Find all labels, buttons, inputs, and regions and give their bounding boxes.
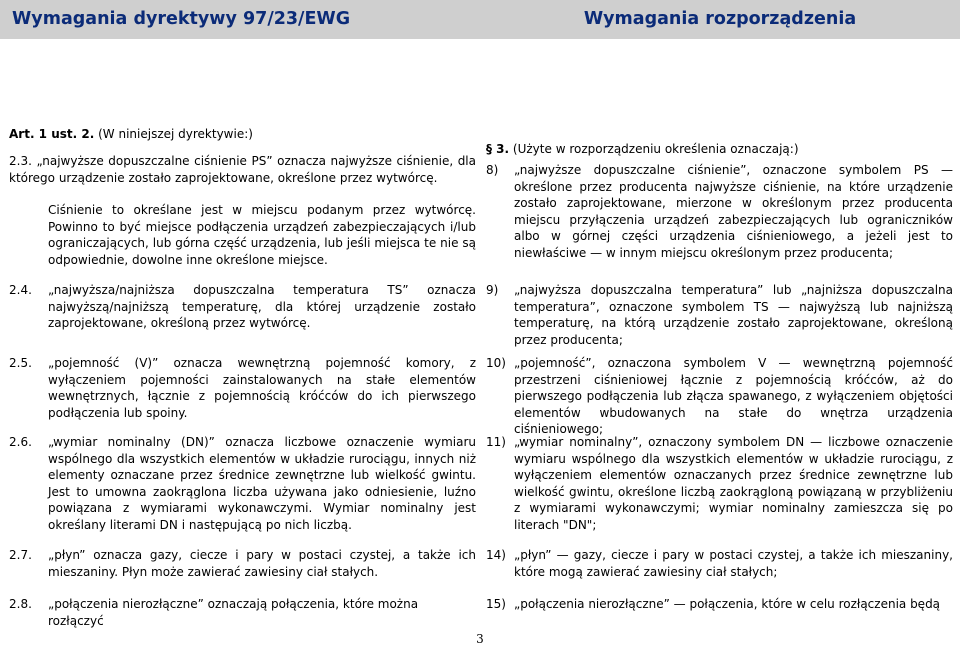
- item-number: 14): [486, 548, 506, 562]
- definition-2-6: [9, 434, 476, 533]
- right-article-heading: [486, 141, 953, 158]
- item-number: 15): [486, 597, 506, 611]
- left-article-heading: [9, 126, 476, 143]
- right-column-title: Wymagania rozporządzenia: [583, 9, 857, 29]
- right-article-label: § 3.: [486, 142, 510, 156]
- definition-text: „najwyższe dopuszczalne ciśnienie PS” oznacza najwyższe ciśnienie, dla którego urządzenie zostało zaprojektowane, określone przez wytwórcę.: [9, 154, 476, 185]
- definition-2-7: [9, 547, 476, 580]
- definition-number: 2.8.: [9, 597, 32, 611]
- definition-text: „wymiar nominalny (DN)” oznacza liczbowe oznaczenie wymiaru wspólnego dla wszystkich elementów w układzie rurociągu, innych niż elementy oznaczane przez średnice zewnętrzne lub wielkość gwintu. Jest to umowna zaokrąglona liczba używana jako odniesienie, luźno powiązana z wymiarami wykonawczymi. Wymiar nominalny jest określany literami DN i następującą po nich liczbą.: [48, 435, 476, 532]
- definition-2-3: [9, 153, 476, 186]
- item-text: „najwyższe dopuszczalne ciśnienie”, oznaczone symbolem PS — określone przez producenta najwyższe ciśnienie, na które urządzenie zostało zaprojektowane, mierzone w określonym przez producenta miejscu przyłączenia urządzeń zabezpieczających lub ograniczników albo w górnej części urządzenia ciśnieniowego, a jeżeli jest to niewłaściwe — w innym miejscu określonym przez producenta;: [514, 163, 953, 260]
- left-article-intro: (W niniejszej dyrektywie:): [98, 127, 253, 141]
- item-text: „połączenia nierozłączne” — połączenia, które w celu rozłączenia będą: [514, 597, 941, 611]
- definition-number: 2.4.: [9, 283, 32, 297]
- definition-2-4: [9, 282, 476, 332]
- item-number: 9): [486, 283, 499, 297]
- definition-2-3-note: [48, 202, 476, 268]
- regulation-item-15: [486, 596, 953, 613]
- item-text: „najwyższa dopuszczalna temperatura” lub „najniższa dopuszczalna temperatura”, oznaczone symbolem TS — najwyższą lub najniższą temperaturę, na którą urządzenie zostało zaprojektowane, określoną przez producenta;: [514, 283, 953, 347]
- definition-2-5: [9, 355, 476, 421]
- left-column-title: Wymagania dyrektywy 97/23/EWG: [12, 9, 351, 29]
- regulation-item-14: [486, 547, 953, 580]
- regulation-item-8: [486, 162, 953, 261]
- item-text: „pojemność”, oznaczona symbolem V — wewnętrzną pojemność przestrzeni ciśnieniowej łącznie z pojemnością króćców, aż do pierwszego podłączenia lub złącza spawanego, z wyłączeniem objętości elementów wbudowanych na stałe do wnętrza urządzenia ciśnieniowego;: [514, 356, 953, 436]
- definition-number: 2.3.: [9, 154, 32, 168]
- item-number: 11): [486, 435, 506, 449]
- header-bar: [0, 0, 960, 39]
- item-text: „wymiar nominalny”, oznaczony symbolem DN — liczbowe oznaczenie wymiaru wspólnego dla wszystkich elementów w układzie rurociągu, z wyłączeniem elementów oznaczanych przez średnice zewnętrzne lub wielkość gwintu, określone liczbą zaokrągloną powiązaną w przybliżeniu z wymiarami wykonawczymi; wymiar nominalny zamieszcza się po literach "DN";: [514, 435, 953, 532]
- definition-number: 2.6.: [9, 435, 32, 449]
- regulation-item-10: [486, 355, 953, 438]
- definition-note-text: Ciśnienie to określane jest w miejscu podanym przez wytwórcę. Powinno to być miejsce podłączenia urządzeń zabezpieczających i/lub ograniczających, lub górna część urządzenia, lub jeśli miejsca te nie są odpowiednie, dowolne inne określone miejsce.: [48, 203, 476, 267]
- right-article-intro: (Użyte w rozporządzeniu określenia oznaczają:): [512, 142, 799, 156]
- definition-text: „połączenia nierozłączne” oznaczają połączenia, które można rozłączyć: [48, 597, 419, 628]
- definition-number: 2.7.: [9, 548, 32, 562]
- item-text: „płyn” — gazy, ciecze i pary w postaci czystej, a także ich mieszaniny, które mogą zawierać zawiesiny ciał stałych;: [514, 548, 953, 579]
- page-number: 3: [476, 632, 484, 646]
- regulation-item-9: [486, 282, 953, 348]
- definition-2-8: [9, 596, 476, 629]
- regulation-item-11: [486, 434, 953, 533]
- definition-text: „najwyższa/najniższa dopuszczalna temperatura TS” oznacza najwyższą/najniższą temperaturę, dla której urządzenie zostało zaprojektowane, określoną przez wytwórcę.: [48, 283, 476, 330]
- definition-number: 2.5.: [9, 356, 32, 370]
- definition-text: „pojemność (V)” oznacza wewnętrzną pojemność komory, z wyłączeniem pojemności zainstalowanych na stałe elementów wewnętrznych, łącznie z pojemnością króćców do ich pierwszego podłączenia lub spoiny.: [48, 356, 476, 420]
- left-article-label: Art. 1 ust. 2.: [9, 127, 95, 141]
- item-number: 8): [486, 163, 499, 177]
- item-number: 10): [486, 356, 506, 370]
- definition-text: „płyn” oznacza gazy, ciecze i pary w postaci czystej, a także ich mieszaniny. Płyn może zawierać zawiesiny ciał stałych.: [48, 548, 476, 579]
